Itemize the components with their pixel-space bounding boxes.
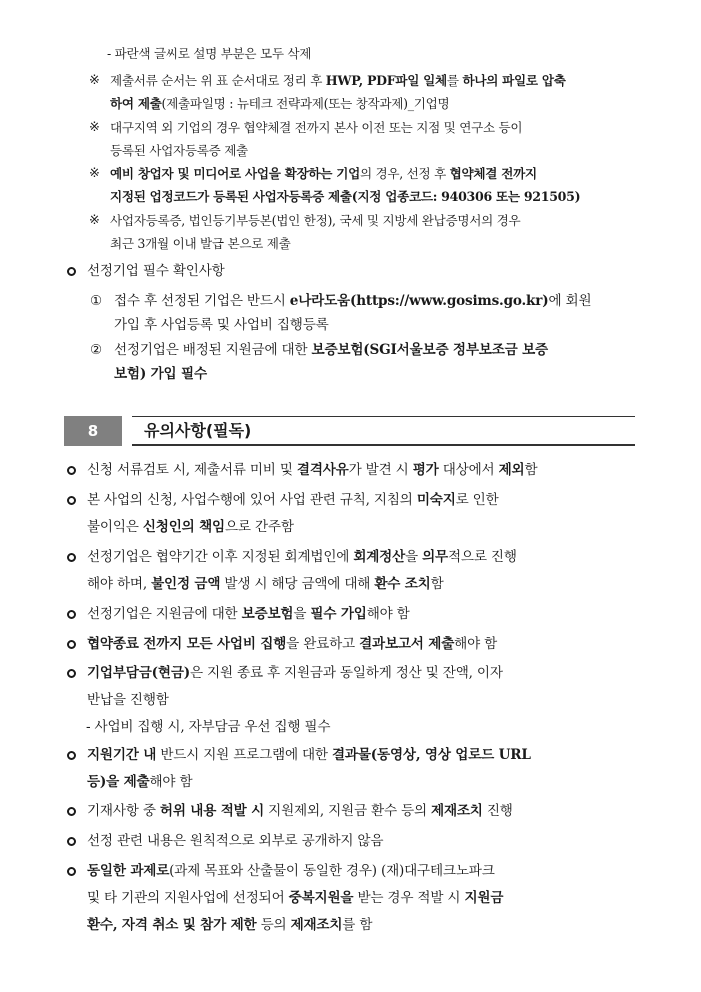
section-title: 유의사항(필독) <box>144 421 252 440</box>
item-duplicate-cont2: 환수, 자격 취소 및 참가 제한 등의 제재조치를 함 <box>87 917 373 933</box>
section-bottom-rule <box>132 444 635 446</box>
item-rules: 본 사업의 신청, 사업수행에 있어 사업 관련 규칙, 지침의 미숙지로 인한 <box>87 492 499 508</box>
item-duplicate: 동일한 과제로(과제 목표와 산출물이 동일한 경우) (재)대구테크노파크 <box>87 863 495 879</box>
circle-bullet-icon <box>67 867 76 876</box>
item-results: 지원기간 내 반드시 지원 프로그램에 대한 결과물(동영상, 영상 업로드 URL <box>87 747 531 763</box>
section-number: 8 <box>64 416 122 446</box>
item-results-cont: 등)을 제출해야 함 <box>87 774 193 790</box>
circle-bullet-icon <box>67 837 76 846</box>
note-file-order-cont: 하여 제출(제출파일명 : 뉴테크 전략과제(또는 창작과제)_기업명 <box>110 96 450 111</box>
reference-mark-icon: ※ <box>89 213 100 228</box>
note-certificates: 사업자등록증, 법인등기부등본(법인 한정), 국세 및 지방세 완납증명서의 경우 <box>110 213 521 228</box>
number-1-icon: ① <box>90 293 102 309</box>
circle-bullet-icon <box>67 553 76 562</box>
note-file-order: 제출서류 순서는 위 표 순서대로 정리 후 HWP, PDF파일 일체를 하나의 파일로 압축 <box>110 73 566 88</box>
section-top-rule <box>132 416 635 417</box>
item-rules-cont: 불이익은 신청인의 책임으로 간주함 <box>87 519 294 535</box>
item-insurance: 선정기업은 지원금에 대한 보증보험을 필수 가입해야 함 <box>87 606 410 622</box>
item-accounting-cont: 해야 하며, 불인정 금액 발생 시 해당 금액에 대해 환수 조치함 <box>87 576 444 592</box>
reference-mark-icon: ※ <box>89 120 100 135</box>
item-false-info: 기재사항 중 허위 내용 적발 시 지원제외, 지원금 환수 등의 제재조치 진행 <box>87 803 513 819</box>
circle-bullet-icon <box>67 640 76 649</box>
item-execution: 협약종료 전까지 모든 사업비 집행을 완료하고 결과보고서 제출해야 함 <box>87 636 498 652</box>
circle-bullet-icon <box>67 466 76 475</box>
number-2-icon: ② <box>90 342 102 358</box>
circle-bullet-icon <box>67 669 76 678</box>
item-self-funding: 기업부담금(현금)은 지원 종료 후 지원금과 동일하게 정산 및 잔액, 이자 <box>87 665 503 681</box>
note-outside-region: 대구지역 외 기업의 경우 협약체결 전까지 본사 이전 또는 지점 및 연구소 등이 <box>110 120 523 135</box>
note-startup: 예비 창업자 및 미디어로 사업을 확장하는 기업의 경우, 선정 후 협약체결 전까지 <box>110 166 537 181</box>
note-outside-region-cont: 등록된 사업자등록증 제출 <box>110 143 248 158</box>
item-confidential: 선정 관련 내용은 원칙적으로 외부로 공개하지 않음 <box>87 833 384 849</box>
circle-bullet-icon <box>67 496 76 505</box>
reference-mark-icon: ※ <box>89 166 100 181</box>
circle-bullet-icon <box>67 267 76 276</box>
confirm-item-1-cont: 가입 후 사업등록 및 사업비 집행등록 <box>114 317 329 333</box>
item-review: 신청 서류검토 시, 제출서류 미비 및 결격사유가 발견 시 평가 대상에서 제외함 <box>87 462 538 478</box>
note-delete-blue: - 파란색 글씨로 설명 부분은 모두 삭제 <box>107 46 312 61</box>
item-accounting: 선정기업은 협약기간 이후 지정된 회계법인에 회계정산을 의무적으로 진행 <box>87 549 517 565</box>
circle-bullet-icon <box>67 751 76 760</box>
circle-bullet-icon <box>67 807 76 816</box>
reference-mark-icon: ※ <box>89 73 100 88</box>
item-self-funding-cont: 반납을 진행함 <box>87 692 169 708</box>
item-self-funding-note: - 사업비 집행 시, 자부담금 우선 집행 필수 <box>86 719 331 735</box>
circle-bullet-icon <box>67 610 76 619</box>
note-certificates-cont: 최근 3개월 이내 발급 본으로 제출 <box>110 236 291 251</box>
confirm-title: 선정기업 필수 확인사항 <box>87 263 225 279</box>
confirm-item-1: 접수 후 선정된 기업은 반드시 e나라도움(https://www.gosims.go.kr)에 회원 <box>114 293 592 309</box>
confirm-item-2-cont: 보험) 가입 필수 <box>114 366 207 382</box>
item-duplicate-cont: 및 타 기관의 지원사업에 선정되어 중복지원을 받는 경우 적발 시 지원금 <box>87 890 504 906</box>
note-startup-cont: 지정된 업정코드가 등록된 사업자등록증 제출(지정 업종코드: 940306 또는 921505) <box>110 189 581 204</box>
confirm-item-2: 선정기업은 배정된 지원금에 대한 보증보험(SGI서울보증 정부보조금 보증 <box>114 342 548 358</box>
